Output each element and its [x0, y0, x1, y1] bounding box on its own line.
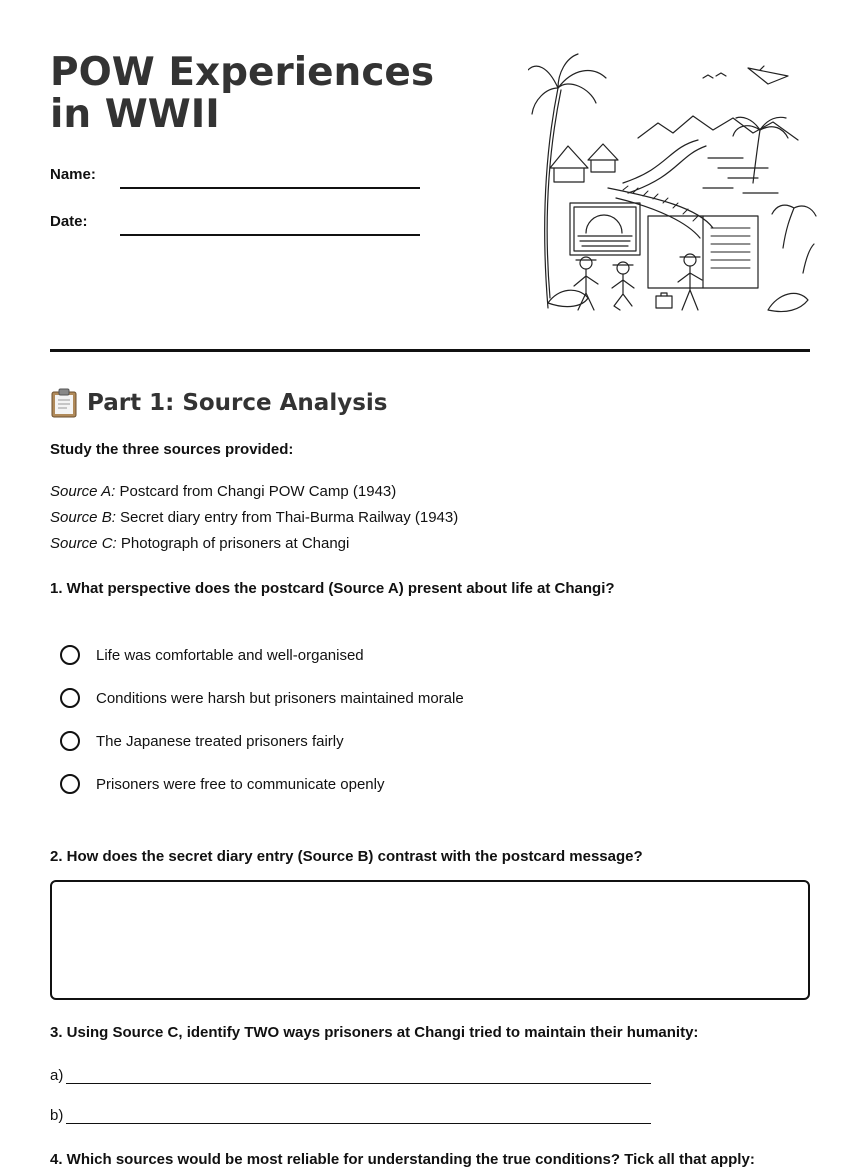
radio-button[interactable]: [60, 688, 80, 708]
blank-label: a): [50, 1067, 64, 1084]
question-4: 4. Which sources would be most reliable for understanding the true conditions? Tick all that apply:: [50, 1151, 755, 1168]
name-label: Name:: [50, 166, 96, 183]
answer-line[interactable]: [66, 1069, 651, 1084]
option-label: Life was comfortable and well-organised: [96, 646, 364, 664]
q1-option-3[interactable]: [60, 731, 344, 751]
q3-blank-a[interactable]: [50, 1067, 651, 1084]
blank-label: b): [50, 1107, 64, 1124]
source-a: [50, 483, 396, 500]
option-label: The Japanese treated prisoners fairly: [96, 732, 344, 750]
part-1-heading-text: Part 1: Source Analysis: [87, 390, 388, 416]
source-b-tag: Source B:: [50, 509, 116, 526]
source-c-text: Photograph of prisoners at Changi: [120, 535, 350, 552]
source-b: [50, 509, 458, 526]
source-b-text: Secret diary entry from Thai-Burma Railway (1943): [120, 509, 459, 526]
instruction-text: Study the three sources provided:: [50, 441, 294, 458]
radio-button[interactable]: [60, 645, 80, 665]
option-label: Conditions were harsh but prisoners maintained morale: [96, 689, 464, 707]
question-1: 1. What perspective does the postcard (Source A) present about life at Changi?: [50, 580, 615, 597]
question-3: 3. Using Source C, identify TWO ways prisoners at Changi tried to maintain their humanity:: [50, 1024, 699, 1041]
q1-option-2[interactable]: [60, 688, 464, 708]
radio-button[interactable]: [60, 731, 80, 751]
source-c-tag: Source C:: [50, 535, 117, 552]
question-2: 2. How does the secret diary entry (Source B) contrast with the postcard message?: [50, 848, 643, 865]
q1-option-1[interactable]: [60, 645, 364, 665]
radio-button[interactable]: [60, 774, 80, 794]
part-1-heading: [50, 388, 387, 418]
name-field[interactable]: [120, 187, 420, 189]
clipboard-icon: [50, 388, 78, 418]
source-c: [50, 535, 349, 552]
date-label: Date:: [50, 213, 88, 230]
option-label: Prisoners were free to communicate openly: [96, 775, 385, 793]
q1-option-4[interactable]: [60, 774, 384, 794]
q2-answer-box[interactable]: [50, 880, 810, 1000]
pow-camp-illustration: [528, 48, 818, 320]
section-divider: [50, 349, 810, 352]
date-field[interactable]: [120, 234, 420, 236]
source-a-text: Postcard from Changi POW Camp (1943): [119, 483, 397, 500]
source-a-tag: Source A:: [50, 483, 116, 500]
q3-blank-b[interactable]: [50, 1107, 651, 1124]
worksheet-title: POW Experiences in WWII: [50, 50, 435, 137]
answer-line[interactable]: [66, 1109, 651, 1124]
